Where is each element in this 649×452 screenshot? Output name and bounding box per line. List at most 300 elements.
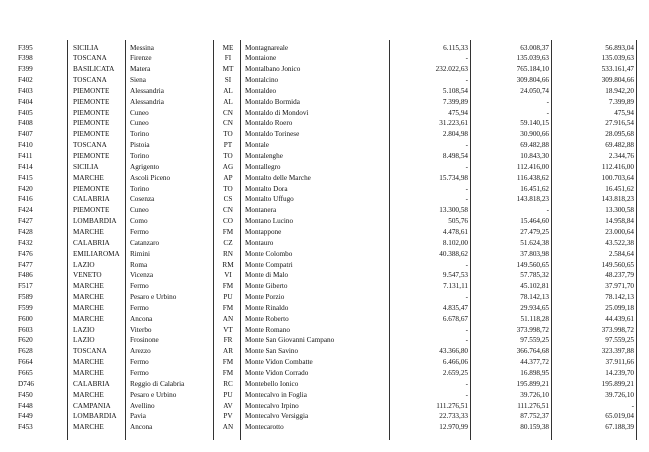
cell-municipality: Montallegro xyxy=(245,162,281,171)
cell-region: VENETO xyxy=(73,271,102,280)
table-row xyxy=(0,86,649,96)
cell-municipality: Montagnareale xyxy=(245,43,289,52)
cell-province-code: TO xyxy=(223,184,233,193)
cell-code: F405 xyxy=(18,108,33,117)
cell-region: CAMPANIA xyxy=(73,401,111,410)
cell-region: TOSCANA xyxy=(73,347,107,356)
cell-amount-b: 51.118,28 xyxy=(520,314,549,323)
cell-amount-a: - xyxy=(465,260,468,269)
cell-municipality: Montaldo Bormida xyxy=(245,97,300,106)
cell-amount-a: - xyxy=(465,141,468,150)
cell-municipality: Montalenghe xyxy=(245,152,283,160)
cell-province: Cosenza xyxy=(130,195,155,204)
cell-code: F486 xyxy=(18,271,33,280)
table-row xyxy=(0,303,649,313)
cell-code: D746 xyxy=(18,379,34,388)
table-row xyxy=(0,292,649,302)
cell-code: F453 xyxy=(18,423,33,432)
cell-province-code: ME xyxy=(222,43,234,52)
cell-code: F432 xyxy=(18,238,33,247)
cell-amount-a: 4.478,61 xyxy=(442,227,468,236)
cell-amount-c: 323.397,88 xyxy=(601,347,634,356)
cell-amount-c: 195.899,21 xyxy=(601,379,634,388)
cell-region: MARCHE xyxy=(73,227,104,236)
cell-region: LAZIO xyxy=(73,325,95,334)
cell-amount-b: 27.479,25 xyxy=(520,227,549,236)
cell-province-code: VT xyxy=(223,325,233,334)
cell-province-code: CN xyxy=(223,206,233,215)
cell-province: Pesaro e Urbino xyxy=(130,390,177,399)
cell-amount-b: 29.934,65 xyxy=(520,303,549,312)
cell-province-code: CS xyxy=(223,195,233,204)
cell-amount-b: 116.438,62 xyxy=(516,173,549,182)
cell-amount-b: 45.102,81 xyxy=(520,282,549,291)
cell-code: F407 xyxy=(18,130,33,139)
cell-region: BASILICATA xyxy=(73,65,115,74)
cell-amount-a: - xyxy=(465,325,468,334)
cell-amount-a: 12.970,99 xyxy=(439,423,468,432)
cell-code: F599 xyxy=(18,303,33,312)
cell-municipality: Montanera xyxy=(245,206,277,215)
cell-amount-a: 5.108,54 xyxy=(442,86,468,95)
cell-region: PIEMONTE xyxy=(73,152,110,160)
table-row xyxy=(0,108,649,118)
cell-code: F589 xyxy=(18,293,33,302)
cell-code: F620 xyxy=(18,336,33,345)
cell-amount-a: 2.659,25 xyxy=(442,369,468,377)
table-row xyxy=(0,249,649,259)
cell-region: PIEMONTE xyxy=(73,97,110,106)
cell-amount-a: 475,94 xyxy=(448,108,468,117)
cell-municipality: Monte Roberto xyxy=(245,314,289,323)
table-row xyxy=(0,238,649,248)
table-row xyxy=(0,335,649,345)
cell-municipality: Monte San Savino xyxy=(245,347,299,356)
cell-amount-b: 765.184,10 xyxy=(516,65,549,74)
cell-amount-a: 4.835,47 xyxy=(442,303,468,312)
cell-province: Siena xyxy=(130,76,146,85)
cell-amount-a: 232.022,63 xyxy=(435,65,468,74)
cell-province-code: FR xyxy=(223,336,233,345)
cell-municipality: Montecalvo in Foglia xyxy=(245,390,307,399)
cell-province: Agrigento xyxy=(130,162,160,171)
cell-code: F603 xyxy=(18,325,33,334)
cell-municipality: Montecalvo Versiggia xyxy=(245,412,309,421)
cell-amount-a: 9.547,53 xyxy=(442,271,468,280)
cell-amount-c: 14.958,84 xyxy=(605,217,634,226)
table-row xyxy=(0,53,649,63)
cell-region: MARCHE xyxy=(73,358,104,367)
cell-code: F477 xyxy=(18,260,33,269)
cell-amount-b: - xyxy=(546,206,549,215)
cell-province: Viterbo xyxy=(130,325,152,334)
cell-amount-b: 195.899,21 xyxy=(516,379,549,388)
cell-amount-a: 31.223,61 xyxy=(439,119,468,128)
cell-amount-c: 67.188,39 xyxy=(605,423,634,432)
table-row xyxy=(0,379,649,389)
cell-amount-c: 44.439,61 xyxy=(605,314,634,323)
cell-amount-c: 39.726,10 xyxy=(605,390,634,399)
cell-code: F415 xyxy=(18,173,33,182)
cell-municipality: Monte Colombo xyxy=(245,249,293,258)
cell-municipality: Montalbano Jonico xyxy=(245,65,301,74)
cell-amount-a: 15.734,98 xyxy=(439,173,468,182)
cell-municipality: Montano Lucino xyxy=(245,217,294,226)
cell-province-code: TO xyxy=(223,152,233,160)
cell-municipality: Monte Giberto xyxy=(245,282,288,291)
cell-province-code: RN xyxy=(223,249,233,258)
cell-municipality: Montaldo Torinese xyxy=(245,130,300,139)
cell-province-code: FM xyxy=(222,282,234,291)
cell-province: Fermo xyxy=(130,369,149,377)
cell-municipality: Monte Vidon Corrado xyxy=(245,369,309,377)
cell-code: F399 xyxy=(18,65,33,74)
cell-amount-b: 87.752,37 xyxy=(520,412,549,421)
cell-region: TOSCANA xyxy=(73,54,107,63)
cell-province: Pistoia xyxy=(130,141,150,150)
cell-municipality: Monte Porzio xyxy=(245,293,285,302)
cell-region: PIEMONTE xyxy=(73,119,110,128)
table-row xyxy=(0,422,649,432)
cell-province-code: MT xyxy=(222,65,234,74)
cell-municipality: Montaldo Roero xyxy=(245,119,293,128)
table-row xyxy=(0,140,649,150)
cell-province: Ascoli Piceno xyxy=(130,173,171,182)
cell-province-code: AL xyxy=(223,97,233,106)
cell-amount-c: 533.161,47 xyxy=(601,65,634,74)
table-row xyxy=(0,75,649,85)
cell-province-code: AL xyxy=(223,86,233,95)
cell-municipality: Montaldeo xyxy=(245,86,277,95)
cell-code: F428 xyxy=(18,227,33,236)
cell-code: F628 xyxy=(18,347,33,356)
cell-amount-a: 22.733,33 xyxy=(439,412,468,421)
cell-region: LOMBARDIA xyxy=(73,217,117,226)
table-row xyxy=(0,162,649,172)
cell-amount-b: 39.726,10 xyxy=(520,390,549,399)
cell-province-code: AN xyxy=(222,423,234,432)
cell-amount-a: - xyxy=(465,76,468,85)
cell-amount-a: 6.466,06 xyxy=(442,358,468,367)
cell-amount-a: - xyxy=(465,54,468,63)
table-row xyxy=(0,390,649,400)
cell-region: LAZIO xyxy=(73,260,95,269)
cell-code: F420 xyxy=(18,184,33,193)
table-row xyxy=(0,270,649,280)
cell-province-code: FI xyxy=(224,54,232,63)
cell-province: Avellino xyxy=(130,401,155,410)
cell-amount-a: - xyxy=(465,336,468,345)
cell-amount-a: - xyxy=(465,162,468,171)
cell-code: F395 xyxy=(18,43,33,52)
cell-region: MARCHE xyxy=(73,390,104,399)
table-row xyxy=(0,411,649,421)
cell-amount-a: 7.131,11 xyxy=(443,282,468,291)
cell-province-code: PU xyxy=(223,293,233,302)
cell-municipality: Monte di Malo xyxy=(245,271,289,280)
cell-amount-a: - xyxy=(465,379,468,388)
cell-municipality: Montale xyxy=(245,141,269,150)
cell-region: CALABRIA xyxy=(73,238,110,247)
cell-amount-c: 37.971,70 xyxy=(605,282,634,291)
cell-amount-b: 69.482,88 xyxy=(520,141,549,150)
cell-province-code: RM xyxy=(222,260,234,269)
cell-region: PIEMONTE xyxy=(73,184,110,193)
cell-amount-c: 97.559,25 xyxy=(605,336,634,345)
cell-amount-a: - xyxy=(465,184,468,193)
cell-municipality: Montebello Ionico xyxy=(245,379,299,388)
cell-province: Fermo xyxy=(130,303,149,312)
cell-amount-b: 309.804,66 xyxy=(516,76,549,85)
cell-code: F427 xyxy=(18,217,33,226)
cell-amount-c: 135.039,63 xyxy=(601,54,634,63)
cell-province-code: FM xyxy=(222,358,234,367)
cell-code: F398 xyxy=(18,54,33,63)
cell-municipality: Montalto Uffugo xyxy=(245,195,294,204)
cell-amount-b: 111.276,51 xyxy=(517,401,549,410)
cell-region: SICILIA xyxy=(73,43,99,52)
cell-amount-a: 505,76 xyxy=(448,217,468,226)
table-row xyxy=(0,129,649,139)
table-row xyxy=(0,314,649,324)
cell-amount-c: 100.703,64 xyxy=(601,173,634,182)
cell-amount-b: 16.451,62 xyxy=(520,184,549,193)
cell-province: Pavia xyxy=(130,412,146,421)
cell-municipality: Monte Compatri xyxy=(245,260,293,269)
cell-region: SICILIA xyxy=(73,162,99,171)
cell-amount-a: - xyxy=(465,293,468,302)
cell-province: Como xyxy=(130,217,148,226)
cell-province: Cuneo xyxy=(130,108,149,117)
cell-amount-c: 112.416,00 xyxy=(601,162,634,171)
cell-amount-a: 7.399,89 xyxy=(442,97,468,106)
cell-region: MARCHE xyxy=(73,369,104,377)
cell-municipality: Monte Romano xyxy=(245,325,290,334)
cell-amount-c: 373.998,72 xyxy=(601,325,634,334)
cell-region: CALABRIA xyxy=(73,195,110,204)
cell-amount-c: 7.399,89 xyxy=(608,97,634,106)
cell-municipality: Monte Vidon Combatte xyxy=(245,358,313,367)
cell-amount-c: 309.804,66 xyxy=(601,76,634,85)
cell-amount-c: 23.000,64 xyxy=(605,227,634,236)
cell-province-code: CN xyxy=(223,108,233,117)
cell-amount-a: - xyxy=(465,195,468,204)
cell-amount-b: 366.764,68 xyxy=(516,347,549,356)
cell-amount-b: 24.050,74 xyxy=(520,86,549,95)
cell-province: Frosinone xyxy=(130,336,159,345)
cell-province-code: CN xyxy=(223,119,233,128)
cell-province-code: CO xyxy=(223,217,233,226)
cell-amount-b: 15.464,60 xyxy=(520,217,549,226)
cell-code: F424 xyxy=(18,206,33,215)
cell-province: Matera xyxy=(130,65,151,74)
cell-municipality: Montalto delle Marche xyxy=(245,173,311,182)
cell-amount-c: 16.451,62 xyxy=(605,184,634,193)
table-row xyxy=(0,64,649,74)
cell-province-code: AR xyxy=(223,347,233,356)
cell-amount-b: 44.377,72 xyxy=(520,358,549,367)
cell-code: F410 xyxy=(18,141,33,150)
table-row xyxy=(0,216,649,226)
cell-province-code: PV xyxy=(223,412,233,421)
cell-amount-a: 2.804,98 xyxy=(442,130,468,139)
cell-code: F404 xyxy=(18,97,33,106)
cell-region: TOSCANA xyxy=(73,76,107,85)
table-row xyxy=(0,173,649,183)
cell-amount-b: 80.159,38 xyxy=(520,423,549,432)
cell-region: TOSCANA xyxy=(73,141,107,150)
cell-code: F408 xyxy=(18,119,33,128)
table-row xyxy=(0,227,649,237)
table-row xyxy=(0,346,649,356)
cell-amount-c: 14.239,70 xyxy=(605,369,634,377)
cell-amount-b: 373.998,72 xyxy=(516,325,549,334)
cell-region: MARCHE xyxy=(73,314,104,323)
cell-province: Cuneo xyxy=(130,119,149,128)
cell-province: Catanzaro xyxy=(130,238,160,247)
cell-province: Torino xyxy=(130,152,150,160)
cell-region: EMILIAROMA xyxy=(73,249,120,258)
cell-code: F600 xyxy=(18,314,33,323)
table-row xyxy=(0,260,649,270)
cell-amount-c: 2.344,76 xyxy=(608,152,634,160)
table-row xyxy=(0,205,649,215)
cell-region: CALABRIA xyxy=(73,379,110,388)
cell-amount-a: - xyxy=(465,390,468,399)
cell-code: F664 xyxy=(18,358,33,367)
cell-province: Rimini xyxy=(130,249,150,258)
cell-amount-a: 40.388,62 xyxy=(439,249,468,258)
cell-province: Alessandria xyxy=(130,86,164,95)
cell-region: MARCHE xyxy=(73,293,104,302)
cell-amount-b: 135.039,63 xyxy=(516,54,549,63)
cell-amount-b: 37.803,98 xyxy=(520,249,549,258)
cell-amount-c: 69.482,88 xyxy=(605,141,634,150)
cell-amount-b: 57.785,32 xyxy=(520,271,549,280)
cell-province-code: AV xyxy=(223,401,233,410)
cell-amount-c: 78.142,13 xyxy=(605,293,634,302)
table-row xyxy=(0,368,649,378)
cell-amount-a: 111.276,51 xyxy=(436,401,468,410)
cell-province-code: AP xyxy=(223,173,233,182)
table-row xyxy=(0,325,649,335)
cell-amount-a: 13.300,58 xyxy=(439,206,468,215)
cell-amount-b: 30.900,66 xyxy=(520,130,549,139)
cell-amount-c: 43.522,38 xyxy=(605,238,634,247)
cell-municipality: Montaione xyxy=(245,54,277,63)
cell-province-code: RC xyxy=(223,379,233,388)
cell-amount-b: 97.559,25 xyxy=(520,336,549,345)
cell-amount-a: 43.366,80 xyxy=(439,347,468,356)
cell-amount-b: 112.416,00 xyxy=(516,162,549,171)
table-row xyxy=(0,401,649,411)
cell-province: Ancona xyxy=(130,423,153,432)
cell-amount-a: 6.678,67 xyxy=(442,314,468,323)
cell-province-code: VI xyxy=(224,271,232,280)
cell-region: MARCHE xyxy=(73,423,104,432)
cell-amount-b: 78.142,13 xyxy=(520,293,549,302)
cell-province: Torino xyxy=(130,184,150,193)
cell-region: PIEMONTE xyxy=(73,108,110,117)
cell-province: Vicenza xyxy=(130,271,154,280)
cell-code: F449 xyxy=(18,412,33,421)
cell-amount-b: 63.008,37 xyxy=(520,43,549,52)
cell-region: MARCHE xyxy=(73,303,104,312)
cell-province: Ancona xyxy=(130,314,153,323)
cell-province: Messina xyxy=(130,43,154,52)
cell-amount-b: 149.560,65 xyxy=(516,260,549,269)
cell-amount-c: 48.237,79 xyxy=(605,271,634,280)
cell-municipality: Montalto Dora xyxy=(245,184,288,193)
cell-province: Torino xyxy=(130,130,150,139)
cell-amount-c: 475,94 xyxy=(614,108,634,117)
cell-province: Arezzo xyxy=(130,347,151,356)
cell-province-code: TO xyxy=(223,130,233,139)
cell-province: Fermo xyxy=(130,227,149,236)
cell-amount-c: 25.099,18 xyxy=(605,303,634,312)
table-row xyxy=(0,194,649,204)
cell-province: Roma xyxy=(130,260,148,269)
table-row xyxy=(0,118,649,128)
cell-municipality: Monte San Giovanni Campano xyxy=(245,336,335,345)
cell-amount-c: 37.911,66 xyxy=(605,358,634,367)
cell-code: F416 xyxy=(18,195,33,204)
cell-province: Fermo xyxy=(130,358,149,367)
cell-region: LAZIO xyxy=(73,336,95,345)
table-row xyxy=(0,281,649,291)
cell-code: F450 xyxy=(18,390,33,399)
cell-province-code: AG xyxy=(222,162,234,171)
cell-province-code: PT xyxy=(223,141,233,150)
cell-amount-c: 143.818,23 xyxy=(601,195,634,204)
cell-municipality: Montecarotto xyxy=(245,423,284,432)
cell-amount-c: 65.019,04 xyxy=(605,412,634,421)
cell-amount-a: 6.115,33 xyxy=(443,43,468,52)
cell-code: F403 xyxy=(18,86,33,95)
cell-province-code: AN xyxy=(222,314,234,323)
cell-region: PIEMONTE xyxy=(73,206,110,215)
cell-amount-b: 51.624,38 xyxy=(520,238,549,247)
cell-code: F414 xyxy=(18,162,33,171)
cell-amount-c: - xyxy=(631,401,634,410)
cell-amount-b: 59.140,15 xyxy=(520,119,549,128)
cell-code: F476 xyxy=(18,249,33,258)
cell-province-code: FM xyxy=(222,227,234,236)
cell-amount-b: 10.843,30 xyxy=(520,152,549,160)
cell-amount-c: 13.300,58 xyxy=(605,206,634,215)
cell-region: MARCHE xyxy=(73,173,104,182)
cell-amount-b: 16.898,95 xyxy=(520,369,549,377)
cell-province: Fermo xyxy=(130,282,149,291)
cell-amount-a: 8.498,54 xyxy=(442,152,468,160)
cell-amount-c: 149.560,65 xyxy=(601,260,634,269)
cell-province-code: SI xyxy=(224,76,232,85)
cell-amount-a: 8.102,00 xyxy=(442,238,468,247)
cell-province: Firenze xyxy=(130,54,152,63)
cell-code: F402 xyxy=(18,76,33,85)
cell-province-code: FM xyxy=(222,369,234,377)
cell-region: LOMBARDIA xyxy=(73,412,117,421)
cell-amount-c: 18.942,20 xyxy=(605,86,634,95)
cell-region: PIEMONTE xyxy=(73,130,110,139)
table-row xyxy=(0,357,649,367)
cell-code: F665 xyxy=(18,369,33,377)
cell-code: F517 xyxy=(18,282,33,291)
cell-amount-b: 143.818,23 xyxy=(516,195,549,204)
cell-municipality: Montauro xyxy=(245,238,274,247)
cell-municipality: Montecalvo Irpino xyxy=(245,401,299,410)
cell-province-code: CZ xyxy=(223,238,233,247)
